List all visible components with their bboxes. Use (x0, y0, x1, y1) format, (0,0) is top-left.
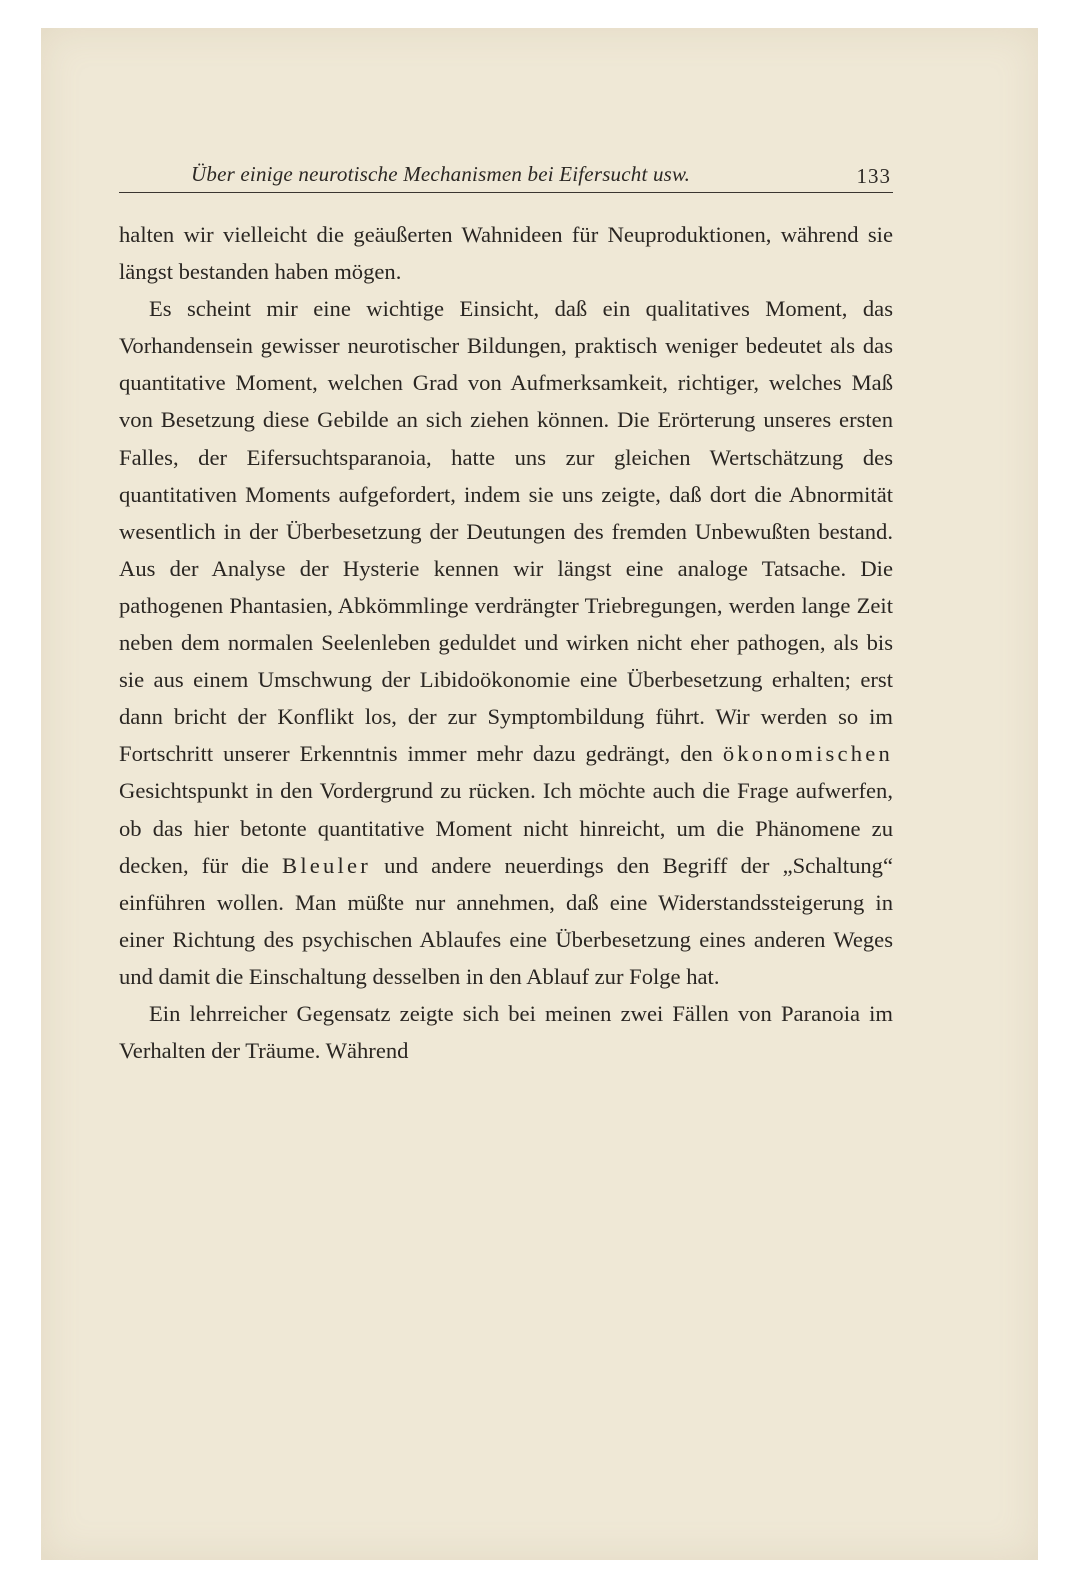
running-title: Über einige neurotische Mechanismen bei Eifersucht usw. (191, 162, 691, 186)
paragraph-2-text-b: Gesichtspunkt in den Vordergrund zu rücken. Ich möchte auch die Frage aufwerfen, ob das hier betonte quantitative Moment nicht hinreicht, um die Phänomene zu decken, für die (119, 778, 893, 878)
paragraph-2-text-a: Es scheint mir eine wichtige Einsicht, daß ein qualitatives Moment, das Vorhandensein gewisser neurotischer Bildungen, praktisch weniger bedeutet als das quantitative Moment, welchen Grad von Aufmerksamkeit, richtiger, welches Maß von Besetzung diese Gebilde an sich ziehen können. Die Erörterung unseres ersten Falles, der Eifersuchtsparanoia, hatte uns zur gleichen Wertschätzung des quantitativen Moments aufgefordert, indem sie uns zeigte, daß dort die Abnormität wesentlich in der Überbesetzung der Deutungen des fremden Unbewußten bestand. Aus der Analyse der Hysterie kennen wir längst eine analoge Tatsache. Die pathogenen Phantasien, Abkömmlinge verdrängter Triebregungen, werden lange Zeit neben dem normalen Seelenleben geduldet und wirken nicht eher pathogen, als bis sie aus einem Umschwung der Libidoökonomie eine Überbesetzung erhalten; erst dann bricht der Konflikt los, der zur Symptombildung führt. Wir werden so im Fortschritt unserer Erkenntnis immer mehr dazu gedrängt, den (119, 296, 893, 767)
paragraph-2-text-c: und andere neuerdings den Begriff der „Schaltung“ einführen wollen. Man müßte nur annehmen, daß eine Widerstandssteigerung in einer Richtung des psychischen Ablaufes eine Überbesetzung eines anderen Weges und damit die Einschaltung desselben in den Ablauf zur Folge hat. (119, 852, 893, 989)
body-text (119, 216, 893, 1069)
paragraph-1: halten wir vielleicht die geäußerten Wahnideen für Neuproduktionen, während sie längst bestanden haben mögen. (119, 222, 893, 285)
running-header (119, 160, 893, 193)
emphasis-oekonomischen: ökonomischen (722, 741, 893, 767)
page-number: 133 (856, 164, 891, 188)
emphasis-bleuler: Bleuler (282, 852, 371, 878)
paragraph-2 (119, 290, 893, 995)
paragraph-3: Ein lehrreicher Gegensatz zeigte sich bei meinen zwei Fällen von Paranoia im Verhalten der Träume. Während (119, 1000, 893, 1064)
